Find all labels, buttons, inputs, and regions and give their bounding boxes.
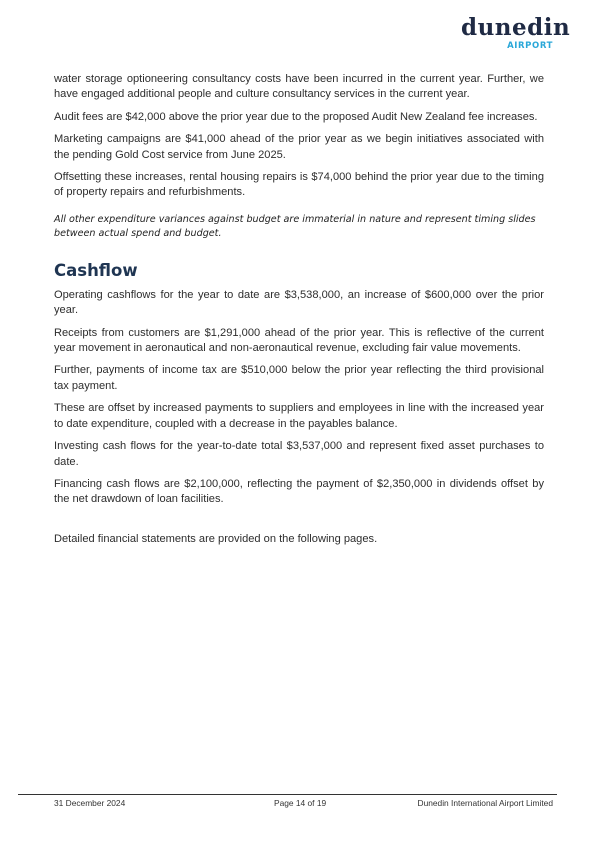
closing-statement: Detailed financial statements are provided on the following pages. xyxy=(54,532,378,545)
document-body xyxy=(54,72,544,547)
paragraph-marketing: Marketing campaigns are $41,000 ahead of the prior year as we begin initiatives associated with the pending Gold Cost service from June 2025. xyxy=(54,133,544,161)
paragraph-investing-cashflows: Investing cash flows for the year-to-date total $3,537,000 and represent fixed asset purchases to date. xyxy=(54,440,544,468)
paragraph-consultancy: water storage optioneering consultancy costs have been incurred in the current year. Further, we have engaged additional people and culture consultancy services in the current year. xyxy=(54,73,544,101)
paragraph-financing-cashflows: Financing cash flows are $2,100,000, reflecting the payment of $2,350,000 in dividends offset by the net drawdown of loan facilities. xyxy=(54,477,544,506)
logo-subtitle: AIRPORT xyxy=(507,41,553,51)
logo-wordmark: dunedin xyxy=(461,14,571,41)
footer-company-name: Dunedin International Airport Limited xyxy=(417,798,553,808)
footer-divider xyxy=(18,794,557,795)
paragraph-customer-receipts: Receipts from customers are $1,291,000 ahead of the prior year. This is reflective of the current year movement in aeronautical and non-aeronautical revenue, excluding fair value movements. xyxy=(54,326,544,355)
section-heading-cashflow: Cashflow xyxy=(54,260,138,280)
dunedin-airport-logo xyxy=(461,14,571,56)
footer-date: 31 December 2024 xyxy=(54,798,126,808)
variance-note: All other expenditure variances against budget are immaterial in nature and represent timing slides between actual spend and budget. xyxy=(54,213,536,239)
paragraph-supplier-payments: These are offset by increased payments to suppliers and employees in line with the increased year to date expenditure, coupled with a decrease in the payables balance. xyxy=(54,402,544,430)
paragraph-rental-repairs: Offsetting these increases, rental housing repairs is $74,000 behind the prior year due to the timing of property repairs and refurbishments. xyxy=(54,171,544,199)
footer-page-number: Page 14 of 19 xyxy=(274,798,327,808)
paragraph-income-tax: Further, payments of income tax are $510,000 below the prior year reflecting the third provisional tax payment. xyxy=(54,364,544,392)
paragraph-audit-fees: Audit fees are $42,000 above the prior year due to the proposed Audit New Zealand fee increases. xyxy=(54,110,538,123)
paragraph-operating-cashflows: Operating cashflows for the year to date are $3,538,000, an increase of $600,000 over the prior year. xyxy=(54,288,544,317)
